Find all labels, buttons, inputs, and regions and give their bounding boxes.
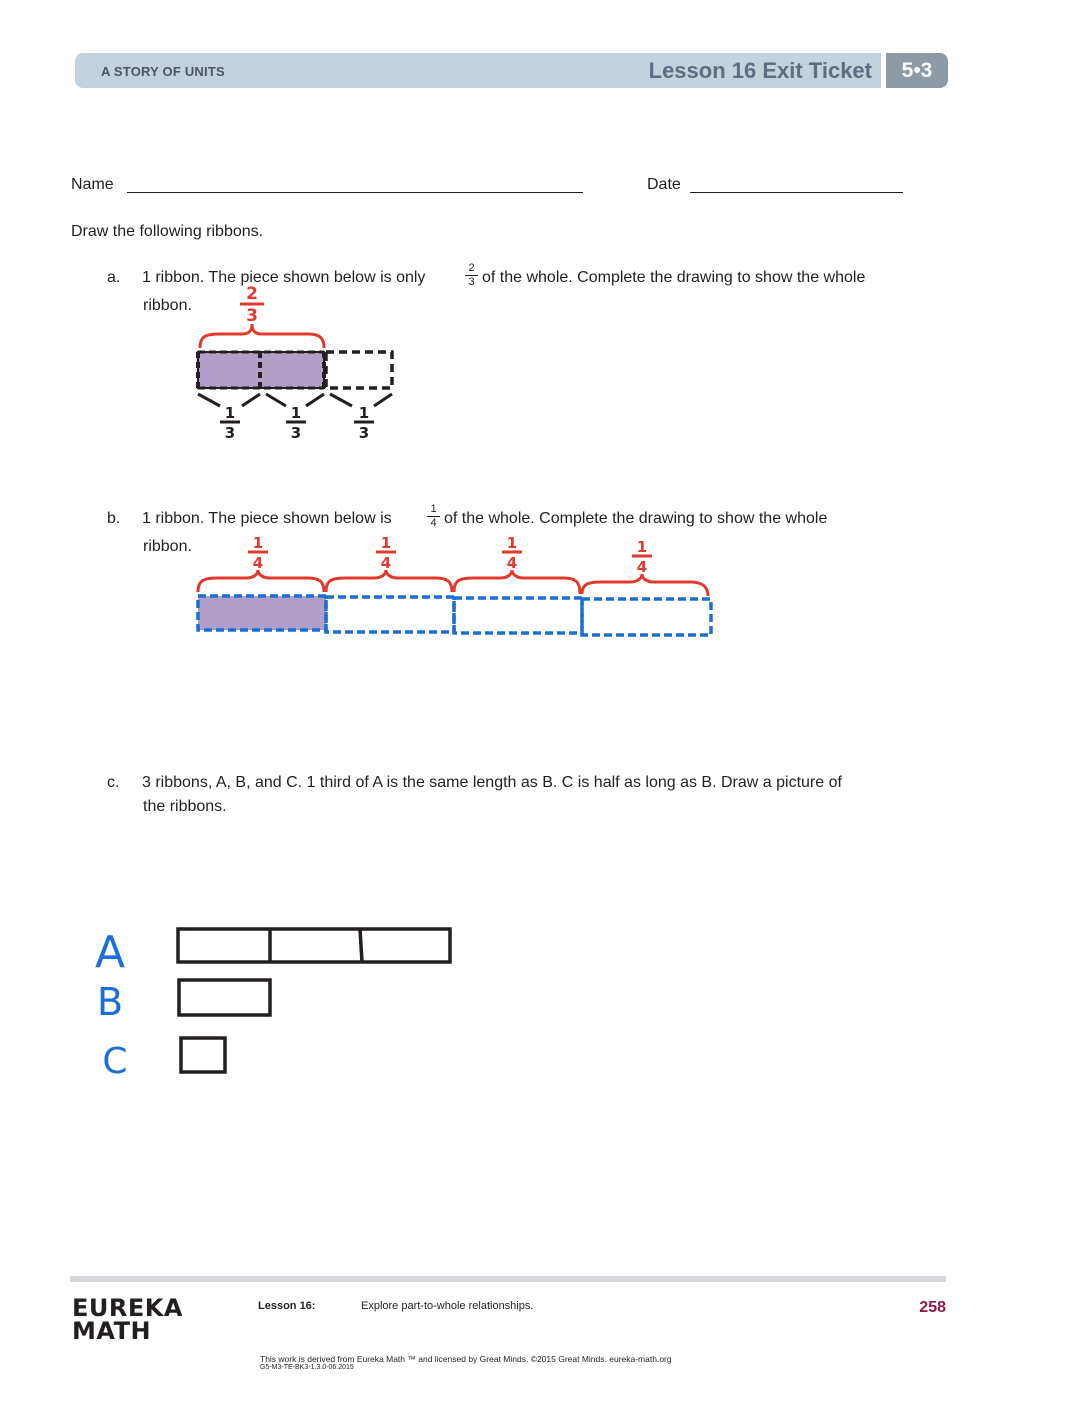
problem-a-fraction [465, 263, 478, 288]
quarter-brace [198, 570, 324, 592]
top-label-numerator: 2 [246, 284, 258, 304]
series-name: A STORY OF UNITS [101, 64, 225, 79]
fraction-numerator: 2 [468, 262, 475, 274]
fraction-denominator: 3 [468, 276, 475, 288]
problem-a-drawing [180, 278, 420, 448]
quarter-label-den: 4 [252, 554, 264, 572]
date-label: Date [647, 176, 681, 193]
added-quarter [454, 598, 582, 633]
problem-b-letter: b. [107, 510, 121, 527]
ribbon-b [179, 980, 270, 1015]
fraction-numerator: 1 [430, 503, 437, 515]
problem-b-drawing [190, 530, 720, 642]
lesson-title: Lesson 16 Exit Ticket [648, 58, 872, 83]
ribbon-a [178, 929, 450, 962]
problem-b-text-line2: ribbon. [143, 538, 192, 555]
quarter-label-num: 1 [252, 534, 264, 552]
ribbon-b-label: B [96, 980, 124, 1024]
quarter-label-den: 4 [506, 554, 518, 572]
problem-a-text: 1 ribbon. The piece shown below is only [142, 269, 426, 286]
added-third [326, 352, 392, 388]
quarter-brace [326, 570, 452, 592]
top-label-denominator: 3 [246, 306, 258, 326]
problem-a-text-after: of the whole. Complete the drawing to show the whole [482, 269, 866, 286]
date-field[interactable] [690, 192, 903, 193]
quarter-label-den: 4 [636, 558, 648, 576]
third-label-num: 1 [290, 404, 302, 422]
footer-rule [70, 1276, 946, 1282]
instructions: Draw the following ribbons. [71, 223, 264, 240]
problem-a-letter: a. [107, 269, 121, 286]
logo-text: EUREKA [72, 1294, 183, 1322]
problem-b-text-after: of the whole. Complete the drawing to show the whole [444, 510, 828, 527]
ribbon-a-divider [360, 929, 362, 962]
third-label-den: 3 [358, 424, 370, 442]
document-code: G5-M3-TE-BK3-1.3.0-06.2015 [260, 1364, 354, 1371]
page-number: 258 [919, 1299, 946, 1316]
footer-lesson-desc: Explore part-to-whole relationships. [361, 1300, 534, 1312]
shaded-quarter [198, 596, 326, 630]
quarter-label-den: 4 [380, 554, 392, 572]
quarter-label-num: 1 [506, 534, 518, 552]
quarter-label-num: 1 [636, 538, 648, 556]
quarter-label-num: 1 [380, 534, 392, 552]
ribbon-a-label: A [94, 927, 126, 978]
problem-b-text: 1 ribbon. The piece shown below is [142, 510, 392, 527]
name-label: Name [71, 176, 114, 193]
problem-c-text-line2: the ribbons. [143, 798, 227, 815]
brace-two-thirds [200, 324, 324, 348]
third-label-den: 3 [224, 424, 236, 442]
third-label-num: 1 [358, 404, 370, 422]
quarter-brace [454, 570, 580, 594]
grade-module-badge: 5•3 [886, 53, 948, 88]
eureka-math-logo [72, 1294, 183, 1345]
problem-b-fraction [427, 504, 440, 529]
fraction-denominator: 4 [430, 517, 437, 529]
added-quarter [582, 599, 711, 635]
problem-c-letter: c. [107, 774, 120, 791]
ribbon-c [181, 1038, 225, 1072]
problem-c-text: 3 ribbons, A, B, and C. 1 third of A is the same length as B. C is half as long as B. Draw a picture of [142, 774, 842, 791]
problem-c-drawing [88, 915, 468, 1085]
ribbon-c-label: C [102, 1041, 128, 1082]
license-text: This work is derived from Eureka Math ™ and licensed by Great Minds. ©2015 Great Minds. eureka-math.org [260, 1354, 672, 1364]
name-field[interactable] [127, 192, 583, 193]
footer-lesson-label: Lesson 16: [258, 1300, 316, 1312]
logo-text: MATH [72, 1317, 152, 1345]
problem-a-text-line2: ribbon. [143, 297, 192, 314]
added-quarter [326, 597, 454, 632]
quarter-brace [582, 574, 708, 596]
third-label-den: 3 [290, 424, 302, 442]
third-label-num: 1 [224, 404, 236, 422]
